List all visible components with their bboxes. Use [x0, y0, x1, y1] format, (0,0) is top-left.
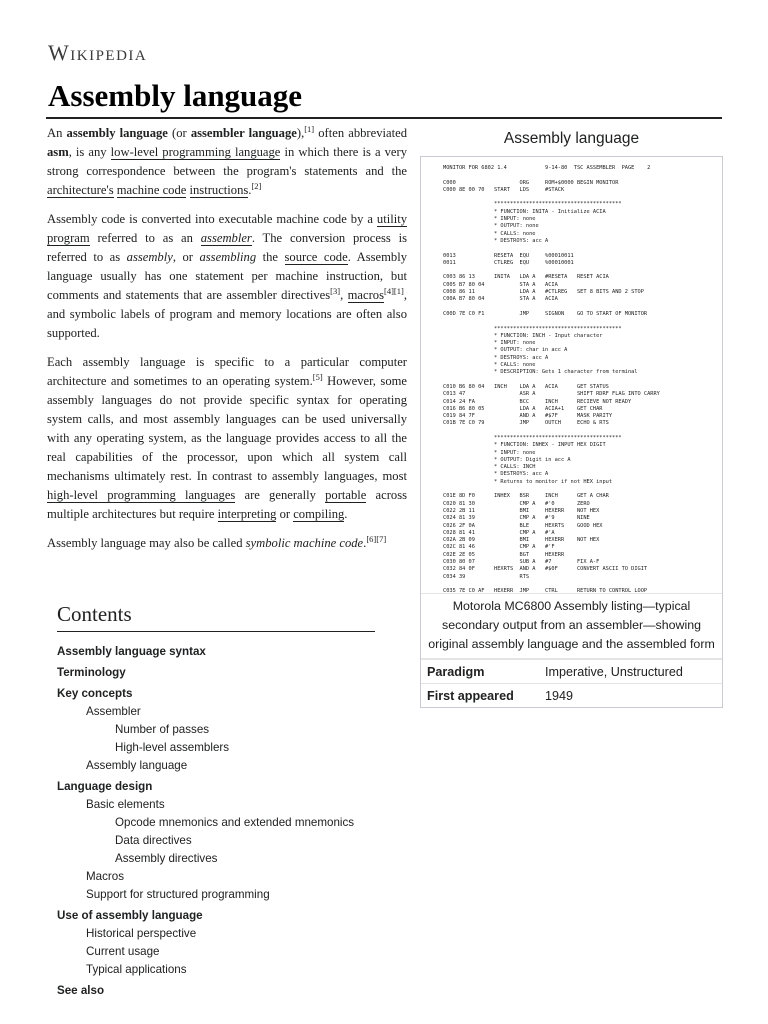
link-low-level-programming-language[interactable]: low-level programming language	[110, 145, 281, 159]
ref-7[interactable]: [7]	[376, 533, 387, 544]
toc-item[interactable]: Number of passes	[115, 723, 210, 736]
ref-1[interactable]: [1]	[304, 123, 315, 134]
link-instructions[interactable]: instructions	[189, 183, 249, 197]
toc-item[interactable]: Typical applications	[86, 963, 187, 976]
toc-item[interactable]: Assembler	[86, 705, 141, 718]
toc-item[interactable]: Support for structured programming	[86, 888, 270, 901]
ref-4[interactable]: [4]	[384, 285, 394, 296]
link-portable[interactable]: portable	[325, 488, 367, 502]
paragraph-intro: An assembly language (or assembler language),[1] often abbreviated asm, is any low-level programming language in which there is a very strong correspondence between the program's statements and the architecture's machine code instructions.[2]	[47, 123, 407, 197]
toc-item[interactable]: Language design	[57, 780, 153, 793]
toc-item[interactable]: Use of assembly language	[57, 909, 203, 922]
link-architecture[interactable]: architecture's	[47, 183, 114, 197]
link-compiling[interactable]: compiling	[293, 507, 345, 521]
infobox-caption: Motorola MC6800 Assembly listing—typical secondary output from an assembler—showing original assembly language and the assembled form	[421, 594, 722, 659]
toc-item[interactable]: See also	[57, 984, 105, 997]
ref-6[interactable]: [6]	[366, 533, 377, 544]
article-body	[47, 124, 407, 563]
toc-item[interactable]: Basic elements	[86, 798, 165, 811]
toc-item[interactable]: Macros	[86, 870, 125, 883]
infobox-row-first-appeared	[421, 683, 722, 707]
ref-1b[interactable]: [1]	[393, 285, 404, 296]
infobox-title: Assembly language	[503, 130, 640, 147]
toc-item[interactable]: Assembly language syntax	[57, 645, 206, 658]
wikipedia-logo[interactable]: Wikipedia	[48, 40, 148, 65]
toc-item[interactable]: Opcode mnemonics and extended mnemonics	[115, 816, 355, 829]
ref-5[interactable]: [5]	[312, 371, 323, 382]
table-of-contents	[57, 602, 387, 1000]
toc-item[interactable]: Current usage	[86, 945, 160, 958]
toc-item[interactable]: Terminology	[57, 666, 126, 679]
link-assembler[interactable]: assembler	[200, 231, 252, 245]
infobox	[420, 156, 723, 708]
infobox-label: First appeared	[427, 688, 514, 703]
paragraph-symbolic: Assembly language may also be called symbolic machine code.[6][7]	[47, 533, 387, 550]
toc-item[interactable]: Data directives	[115, 834, 192, 847]
assembly-listing-image[interactable]: MONITOR FOR 6802 1.4 9-14-80 TSC ASSEMBLER PAGE 2 C000 ORG ROM+$0000 BEGIN MONITOR C000 8E 00 70 START LDS #STACK **************************************** * FUNCTION: INITA - Initialize ACIA * INPUT: none * OUTPUT: none * CALLS: none * DESTROYS: acc A 0013 RESETA EQU %00010011 0011 CTLREG EQU %00010001 C003 86 13 INITA LDA A #RESETA RESET ACIA C005 B7 80 04 STA A ACIA C008 86 11 LDA A #CTLREG SET 8 BITS AND 2 STOP C00A B7 80 04 STA A ACIA C00D 7E C0 F1 JMP SIGNON GO TO START OF MONITOR **************************************** * FUNCTION: INCH - Input character * INPUT: none * OUTPUT: char in acc A * DESTROYS: acc A * CALLS: none * DESCRIPTION: Gets 1 character from terminal C010 B6 80 04 INCH LDA A ACIA GET STATUS C013 47 ASR A SHIFT RDRF FLAG INTO CARRY C014 24 FA BCC INCH RECIEVE NOT READY C016 B6 80 05 LDA A ACIA+1 GET CHAR C019 84 7F AND A #$7F MASK PARITY C01B 7E C0 79 JMP OUTCH ECHO & RTS **************************************** * FUNCTION: INHEX - INPUT HEX DIGIT * INPUT: none * OUTPUT: Digit in acc A * CALLS: INCH * DESTROYS: acc A * Returns to monitor if not HEX input C01E 8D F0 INHEX BSR INCH GET A CHAR C020 81 30 CMP A #'0 ZERO C022 2B 11 BMI HEXERR NOT HEX C024 81 39 CMP A #'9 NINE C026 2F 0A BLE HEXRTS GOOD HEX C028 81 41 CMP A #'A C02A 2B 09 BMI HEXERR NOT HEX C02C 81 46 CMP A #'F C02E 2E 05 BGT HEXERR C030 80 07 SUB A #7 FIX A-F C032 84 0F HEXRTS AND A #$0F CONVERT ASCII TO DIGIT C034 39 RTS C035 7E C0 AF HEXERR JMP CTRL RETURN TO CONTROL LOOP	[421, 157, 722, 594]
link-macros[interactable]: macros	[347, 288, 384, 302]
toc-item[interactable]: Historical perspective	[86, 927, 197, 940]
infobox-value: Imperative, Unstructured	[545, 664, 683, 679]
bold-asm: asm	[47, 145, 69, 159]
bold-assembly-language: assembly language	[66, 126, 168, 140]
toc-item[interactable]: Assembly language	[86, 759, 188, 772]
infobox-label: Paradigm	[427, 664, 485, 679]
link-high-level-programming-languages[interactable]: high-level programming languages	[47, 488, 236, 502]
toc-title: Contents	[57, 602, 375, 632]
bold-assembler-language: assembler language	[190, 126, 297, 140]
link-source-code[interactable]: source code	[284, 250, 348, 264]
ref-2[interactable]: [2]	[251, 180, 262, 191]
infobox-row-paradigm	[421, 659, 722, 683]
toc-item[interactable]: Assembly directives	[115, 852, 218, 865]
title-divider	[46, 117, 722, 119]
paragraph-conversion: Assembly code is converted into executable machine code by a utility program referred to as an assembler. The conversion process is referred to as assembly, or assembling the source code. Assembly language usually has one statement per machine instruction, but comments and statements that are assembler directives[3], macros[4][1], and symbolic labels of program and memory locations are often also supported.	[47, 212, 408, 340]
link-interpreting[interactable]: interpreting	[217, 507, 277, 521]
toc-item[interactable]: High-level assemblers	[115, 741, 230, 754]
toc-item[interactable]: Key concepts	[57, 687, 133, 700]
link-utility-program[interactable]: utility program	[47, 212, 407, 245]
link-machine-code[interactable]: machine code	[116, 183, 187, 197]
infobox-value: 1949	[545, 688, 574, 703]
paragraph-specific: Each assembly language is specific to a particular computer architecture and sometimes to an operating system.[5] However, some assembly languages do not provide specific syntax for operating system calls, and most assembly languages can be used universally with any operating system, as the language provides access to all the real capabilities of the processor, upon which all system call mechanisms ultimately rest. In contrast to assembly languages, most high-level programming languages are generally portable across multiple architectures but require interpreting or compiling.	[47, 355, 408, 521]
ref-3[interactable]: [3]	[330, 285, 341, 296]
page-title: Assembly language	[48, 78, 303, 113]
